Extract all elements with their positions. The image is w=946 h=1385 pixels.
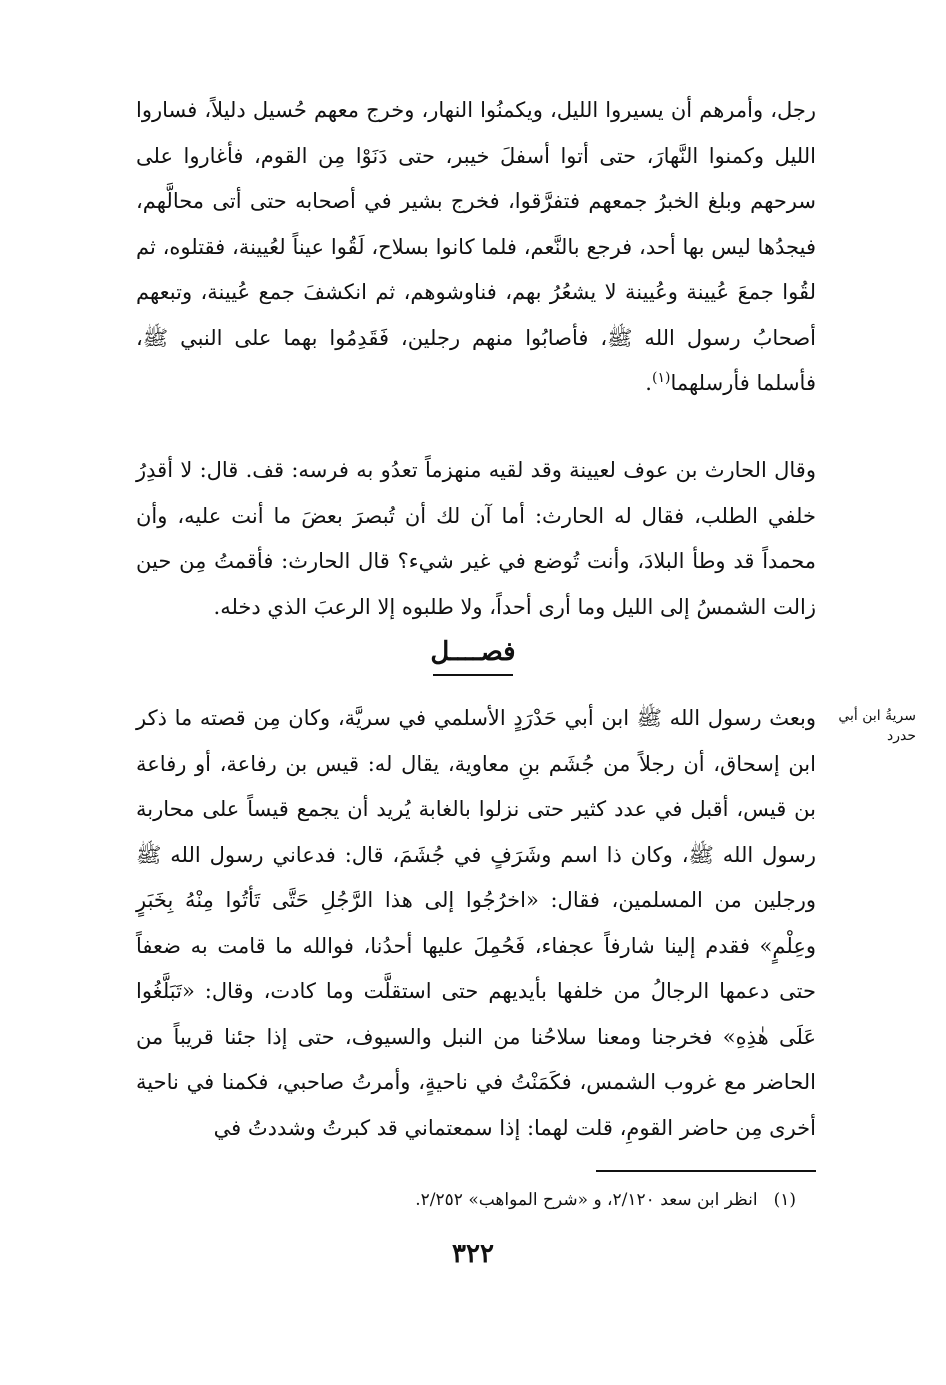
- footnote-text: انظر ابن سعد ٢/١٢٠، و «شرح المواهب» ٢/٢٥٢.: [415, 1190, 758, 1210]
- body-paragraph: [136, 88, 816, 407]
- body-paragraph: وبعث رسول الله ﷺ ابن أبي حَدْرَدٍ الأسلمي في سريَّة، وكان مِن قصته ما ذكر ابن إسحاق، أن رجلاً من جُشَم بنِ معاوية، يقال له: قيس بن رفاعة، أو رفاعة بن قيس، أقبل في عدد كثير حتى نزلوا بالغابة يُريد أن يجمع قيساً على محاربة رسول الله ﷺ، وكان ذا اسم وشَرَفٍ في جُشَمَ، قال: فدعاني رسول الله ﷺ ورجلين من المسلمين، فقال: «اخرُجُوا إلى هذا الرَّجُلِ حَتَّى تَأتُوا مِنْهُ بِخَبَرٍ وعِلْمٍ» فقدم إلينا شارفاً عجفاء، فَحُمِلَ عليها أحدُنا، فوالله ما قامت به ضعفاً حتى دعمها الرجالُ من خلفها بأيديهم حتى استقلَّت وما كادت، وقال: «تَبَلَّغُوا عَلَى هٰذِهِ» فخرجنا ومعنا سلاحُنا من النبل والسيوف، حتى إذا جئنا قريباً من الحاضر مع غروب الشمس، فكَمَنْتُ في ناحيةٍ، وأمرتُ صاحبي، فكمنا في ناحية أخرى مِن حاضر القومِ، قلت لهما: إذا سمعتماني قد كبرتُ وشددتُ في: [136, 706, 816, 1140]
- page-number: ٣٢٢: [452, 1239, 494, 1269]
- margin-note: سريةُ ابن أبي حدرد: [838, 708, 916, 744]
- footnote-reference: (١): [651, 370, 671, 386]
- body-paragraph: وقال الحارث بن عوف لعيينة وقد لقيه منهزماً تعدُو به فرسه: قف. قال: لا أقدِرُ خلفي الطلب، فقال له الحارث: أما آن لك أن تُبصرَ بعضَ ما أنت عليه، وأن محمداً قد وطأ البلادَ، وأنت تُوضع في غير شيء؟ قال الحارث: فأقمتُ مِن حين زالت الشمسُ إلى الليل وما أرى أحداً، ولا طلبوه إلا الرعبَ الذي دخله.: [136, 458, 816, 619]
- footnote: [136, 1186, 796, 1214]
- footnote-separator: [596, 1170, 816, 1172]
- section-heading: [0, 632, 946, 676]
- heading-underline: [433, 674, 513, 676]
- footnote-number: (١): [773, 1190, 796, 1210]
- section-heading-text: فصــــل: [430, 637, 516, 667]
- paragraph-text: رجل، وأمرهم أن يسيروا الليل، ويكمنُوا النهار، وخرج معهم حُسيل دليلاً، فساروا الليل وكمنوا النَّهارَ، حتى أتوا أسفلَ خيبر، حتى دَنَوْا مِن القوم، فأغاروا على سرحهم وبلغ الخبرُ جمعهم فتفرَّقوا، فخرج بشير في أصحابه حتى أتى محالَّهم، فيجدُها ليس بها أحد، فرجع بالنَّعم، فلما كانوا بسلاح، لَقُوا عيناً لعُيينة، فقتلوه، ثم لقُوا جمعَ عُيينة وعُيينة لا يشعُرُ بهم، فناوشوهم، ثم انكشفَ جمع عُيينة، وتبعهم أصحابُ رسول الله ﷺ، فأصابُوا منهم رجلين، فَقَدِمُوا بهما على النبي ﷺ، فأسلما فأرسلهما: [136, 98, 816, 395]
- paragraph-end-mark: .: [645, 371, 652, 395]
